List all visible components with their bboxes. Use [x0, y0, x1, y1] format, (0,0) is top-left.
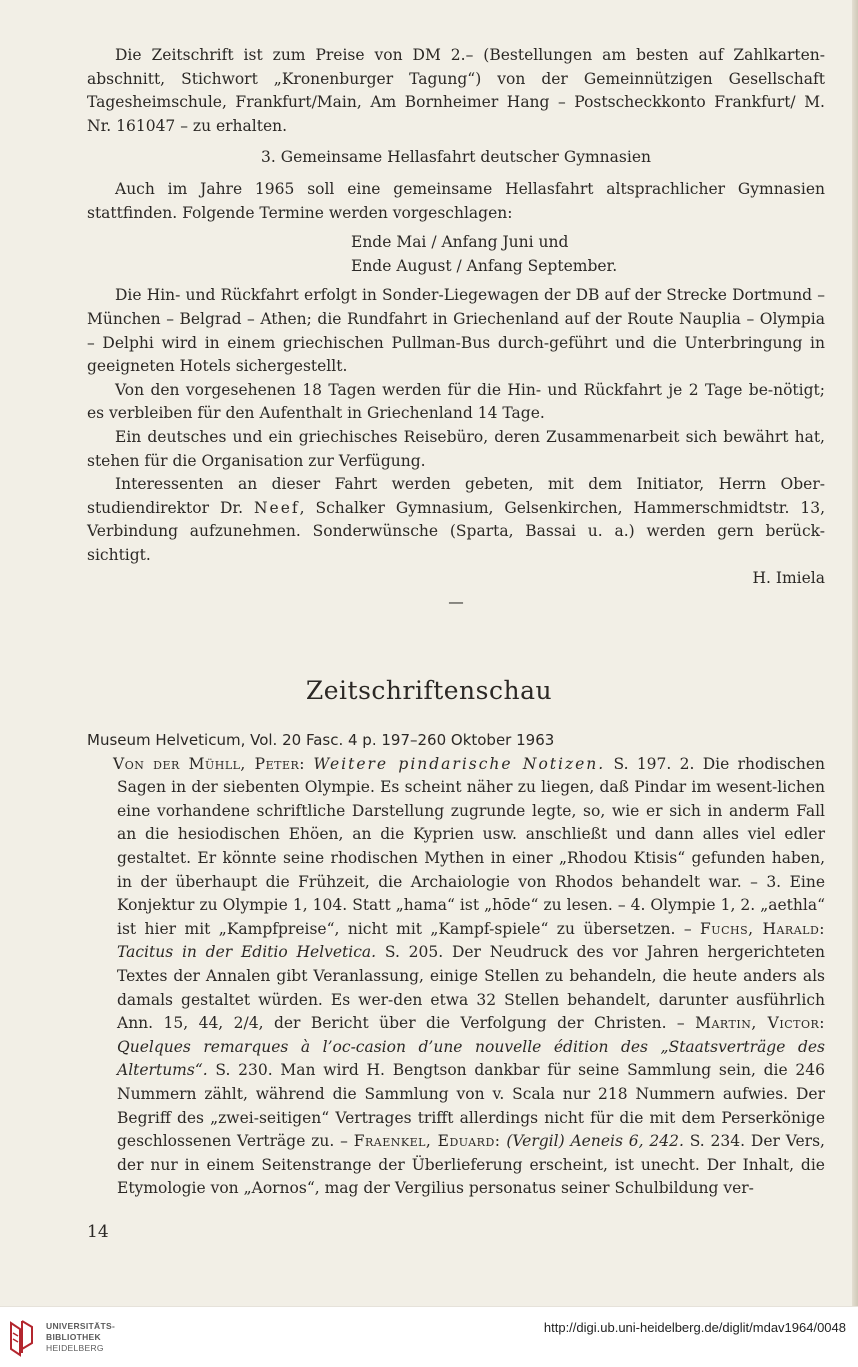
signature: H. Imiela	[752, 569, 825, 588]
section-title: Zeitschriftenschau	[305, 676, 553, 705]
library-seal-icon	[8, 1319, 38, 1357]
paragraph-subscription: Die Zeitschrift ist zum Preise von DM 2.– (Bestellungen am besten auf Zahlkarten-abschnitt, Stichwort „Kronenburger Tagung“) von der Gemeinnützigen Gesellschaft Tagesheimschule, Frankfurt/Main, Am Bornheimer Hang – Postscheckkonto Frankfurt/ M. Nr. 161047 – zu erhalten.	[87, 46, 825, 135]
title-pindarische-notizen: Weitere pindarische Notizen.	[313, 754, 606, 773]
paragraph-hellasfahrt-intro: Auch im Jahre 1965 soll eine gemeinsame Hellasfahrt altsprachlicher Gymnasien stattfinden. Folgende Termine werden vorgeschlagen:	[87, 179, 825, 222]
author-von-der-muehll: Von der Mühll, Peter:	[113, 754, 305, 773]
paragraph-days: Von den vorgesehenen 18 Tagen werden für die Hin- und Rückfahrt je 2 Tage be-nötigt; es verbleiben für den Aufenthalt in Griechenland 14 Tage.	[87, 380, 825, 423]
author-martin: Martin, Victor:	[695, 1014, 825, 1033]
page-number: 14	[87, 1222, 109, 1242]
journal-heading: Museum Helveticum, Vol. 20 Fasc. 4 p. 197–260 Oktober 1963	[87, 731, 555, 749]
title-quelques-remarques: Quelques remarques à l’oc-casion d’une nouvelle édition des „Staatsverträge des Altertums“.	[117, 1037, 825, 1080]
author-fuchs: Fuchs, Harald:	[700, 919, 825, 938]
paragraph-contact: Interessenten an dieser Fahrt werden gebeten, mit dem Initiator, Herrn Ober-studiendirektor Dr. Neef, Schalker Gymnasium, Gelsenkirchen, Hammerschmidtstr. 13, Verbindung aufzunehmen. Sonderwünsche (Sparta, Bassai u. a.) werden gern berück-sichtigt.	[87, 475, 825, 564]
source-url-link[interactable]: http://digi.ub.uni-heidelberg.de/diglit/mdav1964/0048	[543, 1320, 846, 1335]
announcement-block	[87, 44, 825, 615]
subheading-hellasfahrt: 3. Gemeinsame Hellasfahrt deutscher Gymnasien	[261, 148, 651, 167]
library-logo[interactable]	[8, 1319, 178, 1359]
paragraph-route: Die Hin- und Rückfahrt erfolgt in Sonder-Liegewagen der DB auf der Strecke Dortmund – München – Belgrad – Athen; die Rundfahrt in Griechenland auf der Route Nauplia – Olympia – Delphi wird in einem griechischen Pullman-Bus durch-geführt und die Unterbringung in geeigneten Hotels sichergestellt.	[87, 286, 825, 376]
date-line-2: Ende August / Anfang September.	[351, 256, 618, 275]
title-tacitus: Tacitus in der Editio Helvetica.	[117, 943, 377, 962]
author-fraenkel: Fraenkel, Eduard:	[353, 1132, 501, 1151]
journal-review	[87, 729, 825, 1201]
review-body: Von der Mühll, Peter: Weitere pindarische Notizen. S. 197. 2. Die rhodischen Sagen in der siebenten Olympie. Es scheint näher zu liegen, daß Pindar im wesent-lichen eine vorhandene schriftliche Darstellung zugrunde legte, so, wie er sich in anderm Fall an die hesiodischen Ehöen, an die Kyprien usw. anschließt und dann alles viel edler gestaltet. Er könnte seine rhodischen Mythen in einer „Rhodou Ktisis“ gefunden haben, in der überhaupt die Frühzeit, die Archaiologie von Rhodos behandelt war. – 3. Eine Konjektur zu Olympie 1, 104. Statt „hama“ ist „hōde“ zu lesen. – 4. Olympie 1, 2. „aethla“ ist hier mit „Kampfpreise“, nicht mit „Kampf-spiele“ zu übersetzen. – Fuchs, Harald: Tacitus in der Editio Helvetica. S. 205. Der Neudruck des vor Jahren hergerichteten Textes der Annalen gibt Veranlassung, einige Stellen zu behandeln, die heute anders als damals gestaltet würden. Es wer-den etwa 32 Stellen behandelt, darunter ausführlich Ann. 15, 44, 2/4, der Bericht über die Verfolgung der Christen. – Martin, Victor: Quelques remarques à l’oc-casion d’une nouvelle édition des „Staatsverträge des Altertums“. S. 230. Man wird H. Bengtson dankbar für seine Sammlung sein, die 246 Nummern zählt, während die Sammlung von v. Scala nur 218 Nummern aufwies. Der Begriff des „zwei-seitigen“ Vertrages trifft allerdings nicht für die mit dem Perserkönige geschlossenen Verträge zu. – Fraenkel, Eduard: (Vergil) Aeneis 6, 242. S. 234. Der Vers, der nur in einem Seitenstrange der Überlieferung erscheint, ist unecht. Der Inhalt, die Etymologie von „Aornos“, mag der Vergilius personatus seiner Schulbildung ver-	[113, 754, 826, 1198]
title-aeneis: (Vergil) Aeneis 6, 242.	[506, 1132, 684, 1151]
paragraph-travel-agency: Ein deutsches und ein griechisches Reisebüro, deren Zusammenarbeit sich bewährt hat, stehen für die Organisation zur Verfügung.	[87, 427, 825, 470]
date-line-1: Ende Mai / Anfang Juni und	[351, 233, 569, 252]
section-separator: —	[448, 593, 464, 612]
library-name: UNIVERSITÄTS- BIBLIOTHEK HEIDELBERG	[46, 1321, 116, 1353]
initiator-name: Neef	[253, 498, 300, 517]
footer-bar	[0, 1306, 858, 1367]
page-edge	[852, 0, 858, 1306]
